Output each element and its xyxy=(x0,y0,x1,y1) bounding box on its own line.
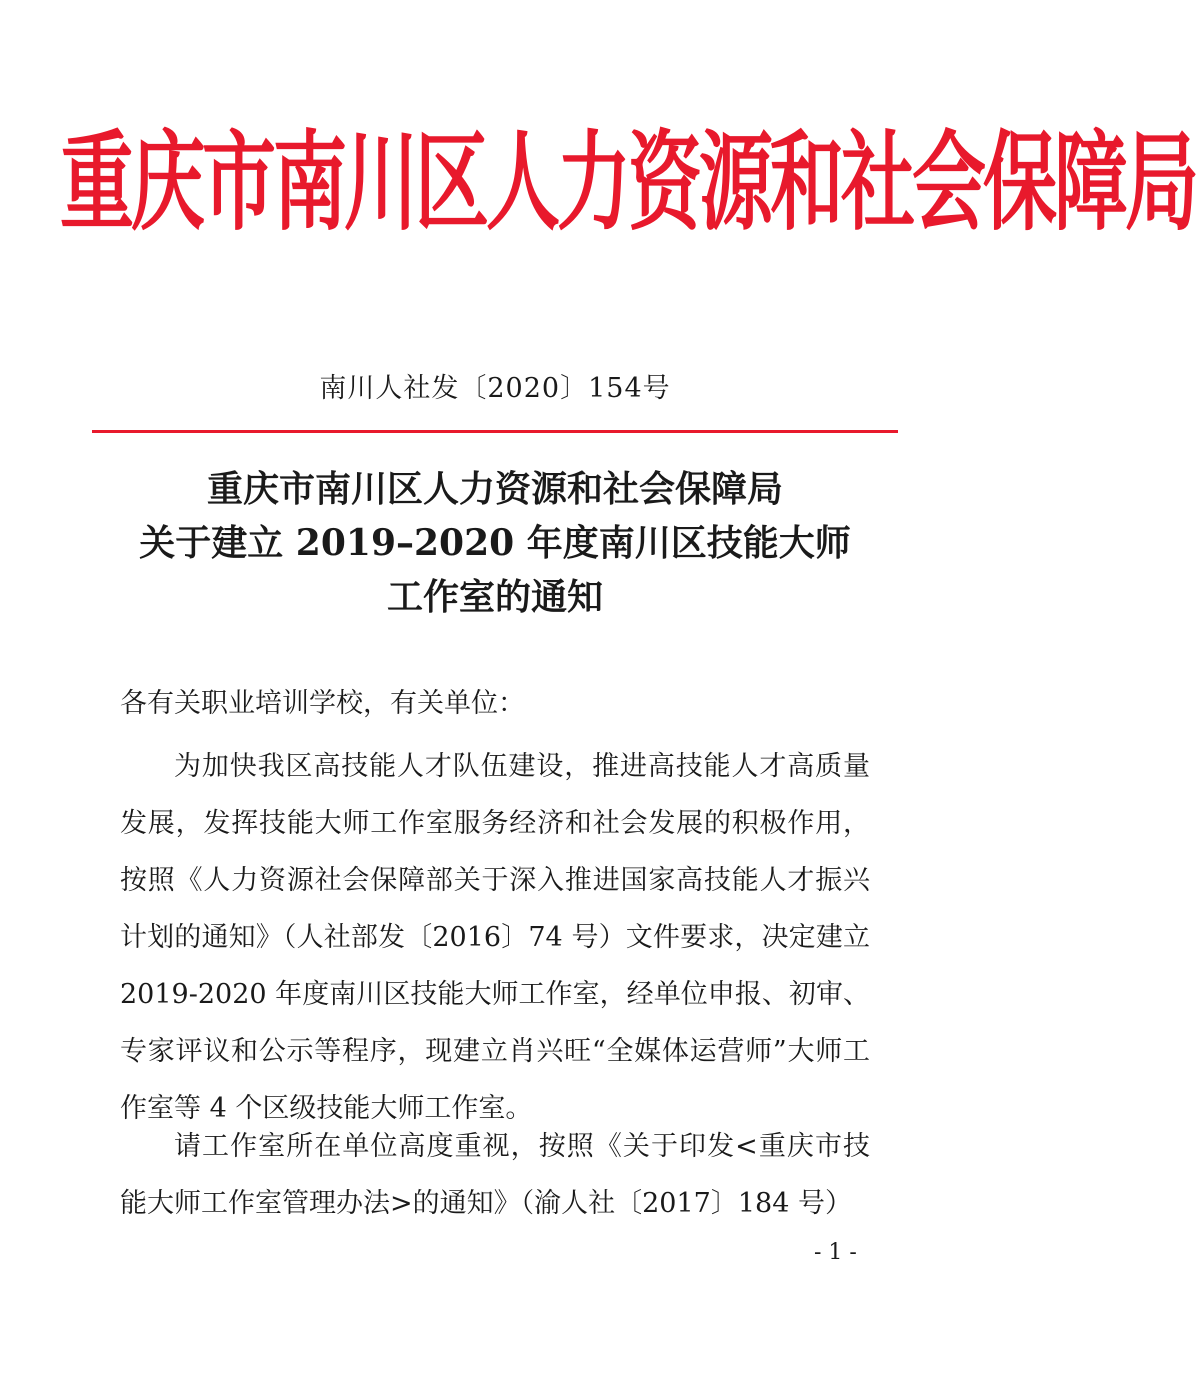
title-line-2: 关于建立 2019–2020 年度南川区技能大师 xyxy=(139,522,851,564)
red-separator-line xyxy=(92,430,898,433)
salutation: 各有关职业培训学校，有关单位： xyxy=(120,688,525,719)
title-line-1: 重庆市南川区人力资源和社会保障局 xyxy=(206,468,783,510)
document-title xyxy=(60,462,930,624)
issuing-authority-masthead: 重庆市南川区人力资源和社会保障局 xyxy=(60,120,1196,246)
body-paragraph-1: 为加快我区高技能人才队伍建设，推进高技能人才高质量发展，发挥技能大师工作室服务经济和社会发展的积极作用，按照《人力资源社会保障部关于深入推进国家高技能人才振兴计划的通知》（人社部发〔2016〕74 号）文件要求，决定建立 2019-2020 年度南川区技能大师工作室，经单位申报、初审、专家评议和公示等程序，现建立肖兴旺“全媒体运营师”大师工作室等 4 个区级技能大师工作室。 xyxy=(120,751,870,1124)
title-line-3: 工作室的通知 xyxy=(386,576,603,618)
page-number: - 1 - xyxy=(814,1240,857,1265)
document-number: 南川人社发〔2020〕154号 xyxy=(319,373,671,404)
body-paragraph-2: 请工作室所在单位高度重视，按照《关于印发<重庆市技能大师工作室管理办法>的通知》（渝人社〔2017〕184 号） xyxy=(120,1131,870,1219)
